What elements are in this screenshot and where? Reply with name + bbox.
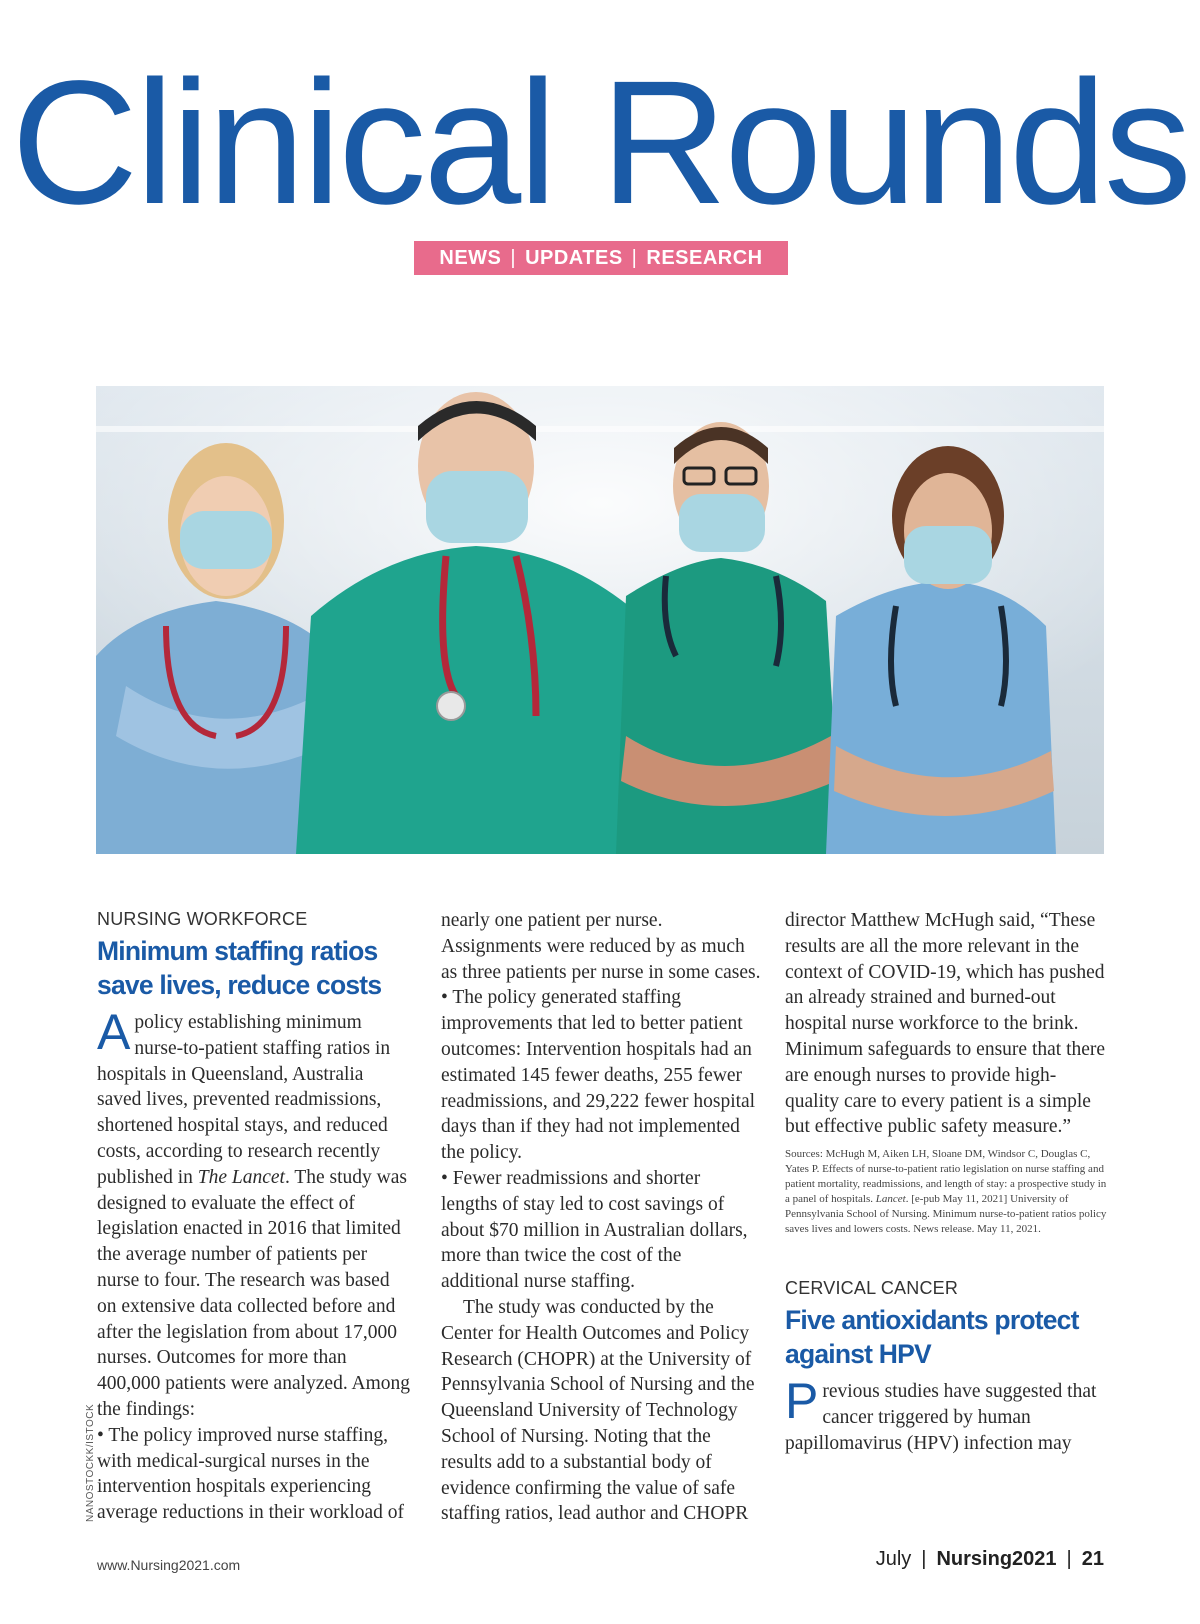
tag-separator: | [631,246,638,269]
footer-url: www.Nursing2021.com [97,1557,241,1573]
journal-name: The Lancet [197,1166,285,1188]
article-1-bullet-2: • The policy generated staffing improvements that led to better patient outcomes: Intervention hospitals had an estimated 145 fewer deaths, 255 fewer readmissions, and 29,222 fewer hospital days than if they had not implemented the policy. [441,987,756,1164]
article-2 [785,1277,1107,1456]
article-1-sources [785,1147,1107,1237]
sources-text: Sources: McHugh M, Aiken LH, Sloane DM, Windsor C, Douglas C, Yates P. Effects of nurse-to-patient ratio legislation on nurse staffing and patient mortality, readmissions, and length of stay: a prospective study in a panel of hospitals. [785,1148,1107,1206]
article-1-bullet-1: • The policy improved nurse staffing, with medical-surgical nurses in the intervention hospitals experiencing average reductions in their workload of [97,1424,405,1524]
article-1-paragraph-2-continued: director Matthew McHugh said, “These results are all the more relevant in the context of COVID-19, which has pushed an already strained and burned-out hospital nurse workforce to the brink. Minimum safeguards to ensure that there are enough nurses to provide high-quality care to every patient is a simple but effective public safety measure.” [785,910,1106,1138]
sources-journal: Lancet [875,1193,906,1206]
article-1-kicker: NURSING WORKFORCE [97,909,308,929]
masthead-title: Clinical Rounds [11,45,1189,241]
column-2-inner [441,908,761,1527]
sources-text: . [e-pub May 11, 2021] University of Pennsylvania School of Nursing. Minimum nurse-to-patient ratios policy saves lives and lowers costs. News release. May 11, 2021. [785,1193,1107,1236]
footer-page-number: 21 [1081,1548,1104,1570]
article-2-headline: Five antioxidants protect against HPV [785,1305,1079,1370]
article-1-headline: Minimum staffing ratios save lives, reduce costs [97,936,382,1000]
tag-updates: UPDATES [525,246,623,269]
column-2-flow [441,908,761,1528]
column-1 [97,908,410,1526]
footer-separator: | [921,1548,927,1570]
article-2-paragraph-1 [785,1373,1107,1456]
article-1-paragraph-1 [97,1004,410,1423]
column-3-flow [785,908,1107,1457]
article-2-kicker: CERVICAL CANCER [785,1278,959,1299]
article-1-text: policy establishing minimum nurse-to-patient staffing ratios in hospitals in Queensland, Australia saved lives, prevented readmissions, shortened hospital stays, and reduced costs, according to research recently published in [97,1012,391,1188]
dropcap-letter: A [97,1004,131,1060]
article-1-paragraph-2: The study was conducted by the Center for Health Outcomes and Policy Research (CHOPR) at the University of Pennsylvania School of Nursing and the Queensland University of Technology School of Nursing. Noting that the results add to a substantial body of evidence confirming the value of safe staffing ratios, lead author and CHOPR [441,1296,755,1525]
footer-folio [876,1548,1104,1571]
article-2-text: revious studies have suggested that cancer triggered by human papillomavirus (HPV) infection may [785,1381,1097,1454]
article-1-bullet-1-continued: nearly one patient per nurse. Assignments were reduced by as much as three patients per nurse in some cases. [441,910,761,983]
footer-magazine: Nursing2021 [936,1548,1057,1570]
section-tagline [414,241,788,275]
article-1-text: . The study was designed to evaluate the effect of legislation enacted in 2016 that limited the average number of patients per nurse to four. The research was based on extensive data collected before and after the legislation from about 17,000 nurses. Outcomes for more than 400,000 patients were analyzed. Among the findings: [97,1166,410,1420]
footer-separator: | [1066,1548,1072,1570]
footer-month: July [875,1548,912,1570]
tag-news: NEWS [439,246,502,269]
tag-research: RESEARCH [646,246,763,269]
photo-credit: NANOSTOCKK/ISTOCK [85,1403,96,1522]
tag-separator: | [510,246,517,269]
article-1-bullet-3: • Fewer readmissions and shorter lengths of stay led to cost savings of about $70 million in Australian dollars, more than twice the cost of the additional nurse staffing. [441,1167,748,1293]
dropcap-letter: P [785,1373,819,1430]
nurses-photo [96,386,1104,854]
